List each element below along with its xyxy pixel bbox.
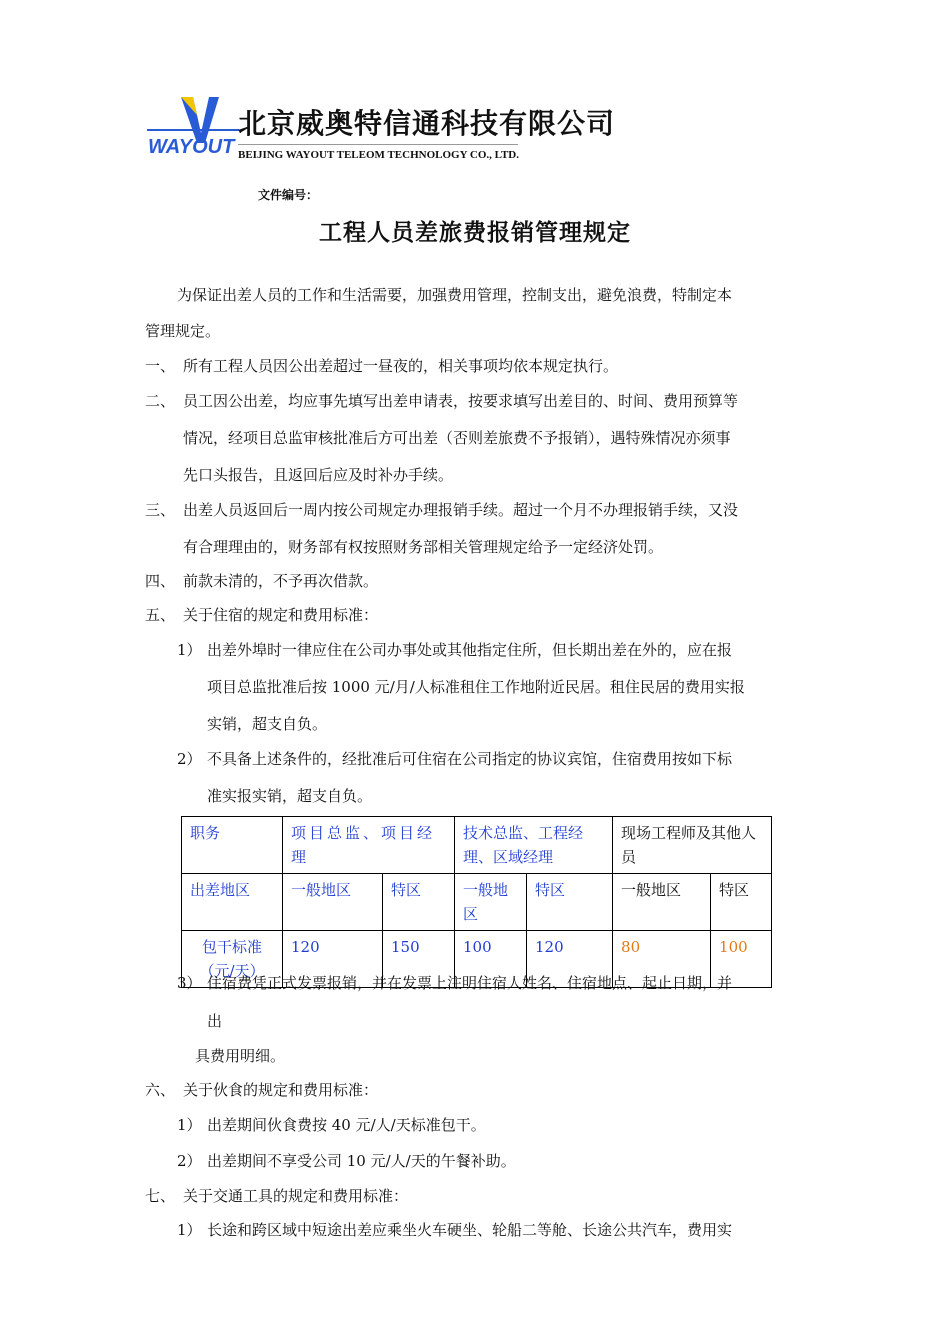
item-5-text: 关于住宿的规定和费用标准： — [183, 606, 379, 624]
item-2-number: 二、 — [145, 392, 176, 410]
table-cell: 80 — [613, 931, 711, 988]
item-5-3-line-2: 出 — [207, 1012, 223, 1030]
item-1-text: 所有工程人员因公出差超过一昼夜的，相关事项均依本规定执行。 — [183, 357, 619, 375]
item-4-text: 前款未清的，不予再次借款。 — [183, 572, 379, 590]
table-cell: 150 — [383, 931, 455, 988]
item-5-1-number: 1） — [177, 641, 202, 659]
item-5-number: 五、 — [145, 606, 176, 624]
item-2-line-2: 情况，经项目总监审核批准后方可出差（否则差旅费不予报销），遇特殊情况亦须事 — [183, 429, 731, 447]
document-title: 工程人员差旅费报销管理规定 — [319, 220, 631, 246]
item-6-1-text: 出差期间伙食费按 40 元/人/天标准包干。 — [207, 1116, 486, 1134]
item-6-2-number: 2） — [177, 1152, 202, 1170]
table-cell: 包干标准（元/天） — [182, 931, 283, 988]
item-5-2-number: 2） — [177, 750, 202, 768]
table-cell: 一般地区 — [455, 874, 527, 931]
item-6-1-number: 1） — [177, 1116, 202, 1134]
table-cell: 特区 — [711, 874, 772, 931]
item-5-3-line-3: 具费用明细。 — [195, 1047, 286, 1065]
table-cell: 特区 — [527, 874, 613, 931]
item-1-number: 一、 — [145, 357, 176, 375]
accommodation-rate-table — [181, 816, 772, 988]
intro-line-2: 管理规定。 — [145, 322, 221, 340]
item-5-2-line-1: 不具备上述条件的，经批准后可住宿在公司指定的协议宾馆，住宿费用按如下标 — [207, 750, 733, 768]
header-divider — [238, 144, 518, 145]
item-5-3-number: 3） — [177, 974, 202, 992]
item-7-number: 七、 — [145, 1187, 176, 1205]
table-cell: 职务 — [182, 817, 283, 874]
table-cell: 出差地区 — [182, 874, 283, 931]
item-2-line-1: 员工因公出差，均应事先填写出差申请表，按要求填写出差目的、时间、费用预算等 — [183, 392, 739, 410]
table-cell: 100 — [455, 931, 527, 988]
item-3-line-1: 出差人员返回后一周内按公司规定办理报销手续。超过一个月不办理报销手续，又没 — [183, 501, 739, 519]
table-cell: 技术总监、工程经理、区域经理 — [455, 817, 613, 874]
item-3-number: 三、 — [145, 501, 176, 519]
logo-wordmark: WAYOUT — [148, 136, 235, 157]
company-name-cn: 北京威奥特信通科技有限公司 — [238, 107, 616, 140]
table-cell: 120 — [527, 931, 613, 988]
table-cell: 现场工程师及其他人员 — [613, 817, 772, 874]
item-5-1-line-1: 出差外埠时一律应住在公司办事处或其他指定住所，但长期出差在外的，应在报 — [207, 641, 733, 659]
table-cell: 120 — [283, 931, 383, 988]
item-2-line-3: 先口头报告，且返回后应及时补办手续。 — [183, 466, 454, 484]
table-cell: 一般地区 — [613, 874, 711, 931]
company-name-en: BEIJING WAYOUT TELEOM TECHNOLOGY CO., LTD. — [238, 149, 519, 161]
table-cell: 100 — [711, 931, 772, 988]
table-cell: 一般地区 — [283, 874, 383, 931]
item-6-text: 关于伙食的规定和费用标准： — [183, 1081, 379, 1099]
table-row — [182, 874, 772, 931]
item-5-1-line-3: 实销，超支自负。 — [207, 715, 328, 733]
doc-number-label: 文件编号： — [258, 188, 319, 202]
item-7-1-number: 1） — [177, 1221, 202, 1239]
table-cell: 项目总监、项目经理 — [283, 817, 455, 874]
item-5-2-line-2: 准实报实销，超支自负。 — [207, 787, 373, 805]
item-6-number: 六、 — [145, 1081, 176, 1099]
company-logo — [147, 97, 239, 157]
intro-line-1: 为保证出差人员的工作和生活需要，加强费用管理，控制支出，避免浪费，特制定本 — [177, 286, 733, 304]
item-5-3-line-1: 住宿费凭正式发票报销，并在发票上注明住宿人姓名、住宿地点、起止日期，并 — [207, 974, 733, 992]
table-header-row — [182, 817, 772, 874]
item-3-line-2: 有合理理由的，财务部有权按照财务部相关管理规定给予一定经济处罚。 — [183, 538, 664, 556]
item-7-1-text: 长途和跨区域中短途出差应乘坐火车硬坐、轮船二等舱、长途公共汽车，费用实 — [207, 1221, 733, 1239]
item-6-2-text: 出差期间不享受公司 10 元/人/天的午餐补助。 — [207, 1152, 516, 1170]
item-7-text: 关于交通工具的规定和费用标准： — [183, 1187, 409, 1205]
table-cell: 特区 — [383, 874, 455, 931]
item-4-number: 四、 — [145, 572, 176, 590]
item-5-1-line-2: 项目总监批准后按 1000 元/月/人标准租住工作地附近民居。租住民居的费用实报 — [207, 678, 745, 696]
